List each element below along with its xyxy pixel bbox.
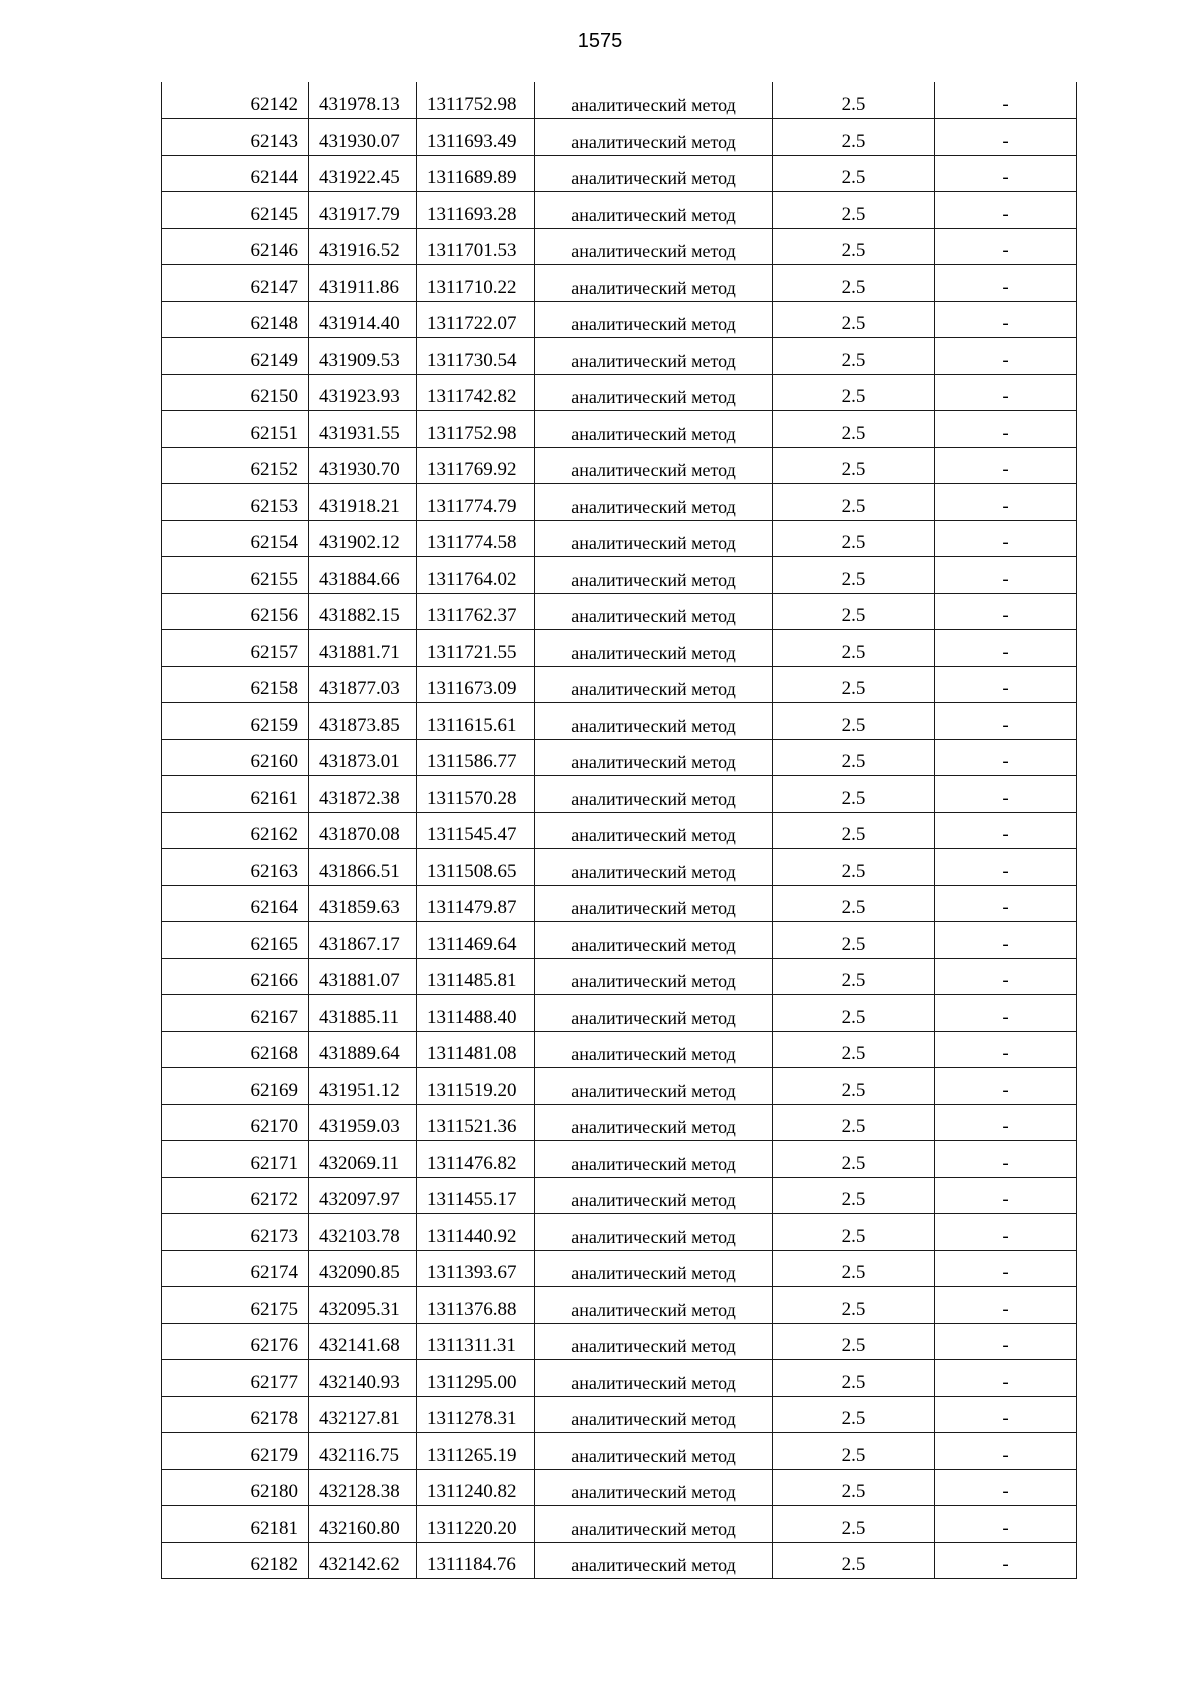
note-cell: - — [935, 739, 1077, 776]
method-cell: аналитический метод — [535, 776, 773, 813]
note-cell: - — [935, 703, 1077, 740]
x-coordinate-cell: 431914.40 — [309, 301, 417, 338]
x-coordinate-cell: 431881.71 — [309, 630, 417, 667]
y-coordinate-cell: 1311393.67 — [417, 1250, 535, 1287]
table-row — [162, 338, 1077, 375]
accuracy-cell: 2.5 — [773, 1031, 935, 1068]
accuracy-cell: 2.5 — [773, 192, 935, 229]
y-coordinate-cell: 1311742.82 — [417, 374, 535, 411]
x-coordinate-cell: 431922.45 — [309, 155, 417, 192]
y-coordinate-cell: 1311488.40 — [417, 995, 535, 1032]
accuracy-cell: 2.5 — [773, 374, 935, 411]
point-number-cell: 62154 — [162, 520, 309, 557]
note-cell: - — [935, 1214, 1077, 1251]
table-row — [162, 958, 1077, 995]
y-coordinate-cell: 1311721.55 — [417, 630, 535, 667]
y-coordinate-cell: 1311615.61 — [417, 703, 535, 740]
page-number: 1575 — [577, 30, 623, 52]
note-cell: - — [935, 1250, 1077, 1287]
y-coordinate-cell: 1311693.49 — [417, 119, 535, 156]
x-coordinate-cell: 431909.53 — [309, 338, 417, 375]
table-row — [162, 1031, 1077, 1068]
y-coordinate-cell: 1311730.54 — [417, 338, 535, 375]
table-row — [162, 666, 1077, 703]
point-number-cell: 62151 — [162, 411, 309, 448]
accuracy-cell: 2.5 — [773, 1469, 935, 1506]
table-row — [162, 374, 1077, 411]
point-number-cell: 62148 — [162, 301, 309, 338]
table-row — [162, 228, 1077, 265]
table-row — [162, 1433, 1077, 1470]
note-cell: - — [935, 301, 1077, 338]
table-row — [162, 1177, 1077, 1214]
note-cell: - — [935, 922, 1077, 959]
note-cell: - — [935, 1433, 1077, 1470]
table-row — [162, 1287, 1077, 1324]
note-cell: - — [935, 1396, 1077, 1433]
note-cell: - — [935, 849, 1077, 886]
x-coordinate-cell: 432103.78 — [309, 1214, 417, 1251]
accuracy-cell: 2.5 — [773, 1068, 935, 1105]
point-number-cell: 62174 — [162, 1250, 309, 1287]
y-coordinate-cell: 1311774.58 — [417, 520, 535, 557]
y-coordinate-cell: 1311752.98 — [417, 82, 535, 119]
y-coordinate-cell: 1311265.19 — [417, 1433, 535, 1470]
note-cell: - — [935, 995, 1077, 1032]
note-cell: - — [935, 630, 1077, 667]
accuracy-cell: 2.5 — [773, 812, 935, 849]
table-row — [162, 922, 1077, 959]
table-row — [162, 1396, 1077, 1433]
table-row — [162, 119, 1077, 156]
point-number-cell: 62179 — [162, 1433, 309, 1470]
accuracy-cell: 2.5 — [773, 119, 935, 156]
y-coordinate-cell: 1311485.81 — [417, 958, 535, 995]
table-row — [162, 1360, 1077, 1397]
note-cell: - — [935, 1177, 1077, 1214]
accuracy-cell: 2.5 — [773, 666, 935, 703]
method-cell: аналитический метод — [535, 1433, 773, 1470]
x-coordinate-cell: 431859.63 — [309, 885, 417, 922]
y-coordinate-cell: 1311769.92 — [417, 447, 535, 484]
y-coordinate-cell: 1311519.20 — [417, 1068, 535, 1105]
method-cell: аналитический метод — [535, 1506, 773, 1543]
point-number-cell: 62152 — [162, 447, 309, 484]
method-cell: аналитический метод — [535, 1360, 773, 1397]
y-coordinate-cell: 1311701.53 — [417, 228, 535, 265]
x-coordinate-cell: 431882.15 — [309, 593, 417, 630]
note-cell: - — [935, 374, 1077, 411]
note-cell: - — [935, 520, 1077, 557]
point-number-cell: 62155 — [162, 557, 309, 594]
method-cell: аналитический метод — [535, 557, 773, 594]
method-cell: аналитический метод — [535, 739, 773, 776]
table-row — [162, 1141, 1077, 1178]
y-coordinate-cell: 1311479.87 — [417, 885, 535, 922]
y-coordinate-cell: 1311722.07 — [417, 301, 535, 338]
method-cell: аналитический метод — [535, 484, 773, 521]
note-cell: - — [935, 1104, 1077, 1141]
x-coordinate-cell: 431877.03 — [309, 666, 417, 703]
note-cell: - — [935, 192, 1077, 229]
method-cell: аналитический метод — [535, 922, 773, 959]
x-coordinate-cell: 432090.85 — [309, 1250, 417, 1287]
table-row — [162, 1469, 1077, 1506]
note-cell: - — [935, 812, 1077, 849]
accuracy-cell: 2.5 — [773, 1214, 935, 1251]
method-cell: аналитический метод — [535, 1469, 773, 1506]
note-cell: - — [935, 265, 1077, 302]
accuracy-cell: 2.5 — [773, 557, 935, 594]
method-cell: аналитический метод — [535, 995, 773, 1032]
x-coordinate-cell: 431951.12 — [309, 1068, 417, 1105]
x-coordinate-cell: 432097.97 — [309, 1177, 417, 1214]
accuracy-cell: 2.5 — [773, 922, 935, 959]
method-cell: аналитический метод — [535, 1104, 773, 1141]
note-cell: - — [935, 484, 1077, 521]
table-row — [162, 885, 1077, 922]
accuracy-cell: 2.5 — [773, 703, 935, 740]
x-coordinate-cell: 431911.86 — [309, 265, 417, 302]
accuracy-cell: 2.5 — [773, 593, 935, 630]
x-coordinate-cell: 431902.12 — [309, 520, 417, 557]
x-coordinate-cell: 432140.93 — [309, 1360, 417, 1397]
note-cell: - — [935, 338, 1077, 375]
note-cell: - — [935, 1506, 1077, 1543]
method-cell: аналитический метод — [535, 593, 773, 630]
x-coordinate-cell: 431870.08 — [309, 812, 417, 849]
y-coordinate-cell: 1311689.89 — [417, 155, 535, 192]
point-number-cell: 62175 — [162, 1287, 309, 1324]
accuracy-cell: 2.5 — [773, 849, 935, 886]
y-coordinate-cell: 1311278.31 — [417, 1396, 535, 1433]
y-coordinate-cell: 1311184.76 — [417, 1542, 535, 1579]
accuracy-cell: 2.5 — [773, 82, 935, 119]
point-number-cell: 62158 — [162, 666, 309, 703]
y-coordinate-cell: 1311469.64 — [417, 922, 535, 959]
point-number-cell: 62172 — [162, 1177, 309, 1214]
x-coordinate-cell: 431881.07 — [309, 958, 417, 995]
point-number-cell: 62149 — [162, 338, 309, 375]
x-coordinate-cell: 432095.31 — [309, 1287, 417, 1324]
accuracy-cell: 2.5 — [773, 1360, 935, 1397]
method-cell: аналитический метод — [535, 338, 773, 375]
accuracy-cell: 2.5 — [773, 1141, 935, 1178]
method-cell: аналитический метод — [535, 1031, 773, 1068]
x-coordinate-cell: 431930.07 — [309, 119, 417, 156]
point-number-cell: 62160 — [162, 739, 309, 776]
coordinates-table-body — [162, 82, 1077, 1579]
accuracy-cell: 2.5 — [773, 1287, 935, 1324]
method-cell: аналитический метод — [535, 411, 773, 448]
x-coordinate-cell: 431931.55 — [309, 411, 417, 448]
y-coordinate-cell: 1311545.47 — [417, 812, 535, 849]
table-row — [162, 995, 1077, 1032]
method-cell: аналитический метод — [535, 885, 773, 922]
method-cell: аналитический метод — [535, 812, 773, 849]
method-cell: аналитический метод — [535, 958, 773, 995]
table-row — [162, 484, 1077, 521]
point-number-cell: 62162 — [162, 812, 309, 849]
note-cell: - — [935, 885, 1077, 922]
table-row — [162, 739, 1077, 776]
table-row — [162, 301, 1077, 338]
method-cell: аналитический метод — [535, 1287, 773, 1324]
note-cell: - — [935, 593, 1077, 630]
x-coordinate-cell: 431873.85 — [309, 703, 417, 740]
y-coordinate-cell: 1311240.82 — [417, 1469, 535, 1506]
note-cell: - — [935, 1141, 1077, 1178]
point-number-cell: 62159 — [162, 703, 309, 740]
accuracy-cell: 2.5 — [773, 958, 935, 995]
note-cell: - — [935, 1031, 1077, 1068]
table-row — [162, 593, 1077, 630]
accuracy-cell: 2.5 — [773, 1396, 935, 1433]
method-cell: аналитический метод — [535, 155, 773, 192]
x-coordinate-cell: 431866.51 — [309, 849, 417, 886]
x-coordinate-cell: 431923.93 — [309, 374, 417, 411]
note-cell: - — [935, 1542, 1077, 1579]
y-coordinate-cell: 1311508.65 — [417, 849, 535, 886]
x-coordinate-cell: 432127.81 — [309, 1396, 417, 1433]
x-coordinate-cell: 432160.80 — [309, 1506, 417, 1543]
point-number-cell: 62171 — [162, 1141, 309, 1178]
table-row — [162, 630, 1077, 667]
point-number-cell: 62150 — [162, 374, 309, 411]
y-coordinate-cell: 1311693.28 — [417, 192, 535, 229]
x-coordinate-cell: 432069.11 — [309, 1141, 417, 1178]
accuracy-cell: 2.5 — [773, 411, 935, 448]
point-number-cell: 62145 — [162, 192, 309, 229]
x-coordinate-cell: 431885.11 — [309, 995, 417, 1032]
accuracy-cell: 2.5 — [773, 995, 935, 1032]
point-number-cell: 62181 — [162, 1506, 309, 1543]
y-coordinate-cell: 1311570.28 — [417, 776, 535, 813]
point-number-cell: 62142 — [162, 82, 309, 119]
y-coordinate-cell: 1311440.92 — [417, 1214, 535, 1251]
x-coordinate-cell: 431867.17 — [309, 922, 417, 959]
accuracy-cell: 2.5 — [773, 484, 935, 521]
x-coordinate-cell: 431889.64 — [309, 1031, 417, 1068]
point-number-cell: 62168 — [162, 1031, 309, 1068]
method-cell: аналитический метод — [535, 1141, 773, 1178]
accuracy-cell: 2.5 — [773, 265, 935, 302]
accuracy-cell: 2.5 — [773, 1506, 935, 1543]
method-cell: аналитический метод — [535, 1323, 773, 1360]
table-row — [162, 1068, 1077, 1105]
table-row — [162, 265, 1077, 302]
accuracy-cell: 2.5 — [773, 228, 935, 265]
method-cell: аналитический метод — [535, 82, 773, 119]
note-cell: - — [935, 776, 1077, 813]
accuracy-cell: 2.5 — [773, 1104, 935, 1141]
point-number-cell: 62161 — [162, 776, 309, 813]
method-cell: аналитический метод — [535, 1214, 773, 1251]
method-cell: аналитический метод — [535, 192, 773, 229]
accuracy-cell: 2.5 — [773, 447, 935, 484]
method-cell: аналитический метод — [535, 630, 773, 667]
accuracy-cell: 2.5 — [773, 1323, 935, 1360]
point-number-cell: 62144 — [162, 155, 309, 192]
table-row — [162, 812, 1077, 849]
table-row — [162, 1214, 1077, 1251]
accuracy-cell: 2.5 — [773, 1250, 935, 1287]
point-number-cell: 62164 — [162, 885, 309, 922]
note-cell: - — [935, 557, 1077, 594]
y-coordinate-cell: 1311586.77 — [417, 739, 535, 776]
y-coordinate-cell: 1311295.00 — [417, 1360, 535, 1397]
method-cell: аналитический метод — [535, 1068, 773, 1105]
x-coordinate-cell: 431959.03 — [309, 1104, 417, 1141]
table-row — [162, 703, 1077, 740]
table-row — [162, 557, 1077, 594]
note-cell: - — [935, 82, 1077, 119]
y-coordinate-cell: 1311455.17 — [417, 1177, 535, 1214]
x-coordinate-cell: 431978.13 — [309, 82, 417, 119]
method-cell: аналитический метод — [535, 666, 773, 703]
y-coordinate-cell: 1311311.31 — [417, 1323, 535, 1360]
note-cell: - — [935, 155, 1077, 192]
point-number-cell: 62178 — [162, 1396, 309, 1433]
note-cell: - — [935, 958, 1077, 995]
y-coordinate-cell: 1311762.37 — [417, 593, 535, 630]
method-cell: аналитический метод — [535, 119, 773, 156]
x-coordinate-cell: 431884.66 — [309, 557, 417, 594]
accuracy-cell: 2.5 — [773, 338, 935, 375]
accuracy-cell: 2.5 — [773, 520, 935, 557]
note-cell: - — [935, 119, 1077, 156]
point-number-cell: 62173 — [162, 1214, 309, 1251]
y-coordinate-cell: 1311710.22 — [417, 265, 535, 302]
note-cell: - — [935, 1323, 1077, 1360]
method-cell: аналитический метод — [535, 265, 773, 302]
coordinates-table — [161, 82, 1077, 1579]
accuracy-cell: 2.5 — [773, 630, 935, 667]
accuracy-cell: 2.5 — [773, 739, 935, 776]
point-number-cell: 62177 — [162, 1360, 309, 1397]
point-number-cell: 62147 — [162, 265, 309, 302]
accuracy-cell: 2.5 — [773, 1177, 935, 1214]
x-coordinate-cell: 432142.62 — [309, 1542, 417, 1579]
point-number-cell: 62157 — [162, 630, 309, 667]
note-cell: - — [935, 447, 1077, 484]
table-row — [162, 155, 1077, 192]
y-coordinate-cell: 1311481.08 — [417, 1031, 535, 1068]
x-coordinate-cell: 431872.38 — [309, 776, 417, 813]
x-coordinate-cell: 431873.01 — [309, 739, 417, 776]
point-number-cell: 62156 — [162, 593, 309, 630]
table-row — [162, 192, 1077, 229]
method-cell: аналитический метод — [535, 1542, 773, 1579]
table-row — [162, 82, 1077, 119]
table-row — [162, 1542, 1077, 1579]
x-coordinate-cell: 432116.75 — [309, 1433, 417, 1470]
y-coordinate-cell: 1311764.02 — [417, 557, 535, 594]
x-coordinate-cell: 432141.68 — [309, 1323, 417, 1360]
x-coordinate-cell: 431930.70 — [309, 447, 417, 484]
accuracy-cell: 2.5 — [773, 1433, 935, 1470]
point-number-cell: 62169 — [162, 1068, 309, 1105]
y-coordinate-cell: 1311752.98 — [417, 411, 535, 448]
x-coordinate-cell: 431918.21 — [309, 484, 417, 521]
y-coordinate-cell: 1311673.09 — [417, 666, 535, 703]
x-coordinate-cell: 432128.38 — [309, 1469, 417, 1506]
method-cell: аналитический метод — [535, 447, 773, 484]
point-number-cell: 62165 — [162, 922, 309, 959]
method-cell: аналитический метод — [535, 520, 773, 557]
note-cell: - — [935, 1360, 1077, 1397]
point-number-cell: 62166 — [162, 958, 309, 995]
table-row — [162, 411, 1077, 448]
point-number-cell: 62180 — [162, 1469, 309, 1506]
table-row — [162, 520, 1077, 557]
y-coordinate-cell: 1311220.20 — [417, 1506, 535, 1543]
note-cell: - — [935, 411, 1077, 448]
point-number-cell: 62146 — [162, 228, 309, 265]
accuracy-cell: 2.5 — [773, 885, 935, 922]
accuracy-cell: 2.5 — [773, 301, 935, 338]
table-row — [162, 776, 1077, 813]
y-coordinate-cell: 1311476.82 — [417, 1141, 535, 1178]
method-cell: аналитический метод — [535, 1177, 773, 1214]
point-number-cell: 62143 — [162, 119, 309, 156]
table-row — [162, 849, 1077, 886]
y-coordinate-cell: 1311774.79 — [417, 484, 535, 521]
method-cell: аналитический метод — [535, 1396, 773, 1433]
point-number-cell: 62170 — [162, 1104, 309, 1141]
x-coordinate-cell: 431916.52 — [309, 228, 417, 265]
table-row — [162, 1250, 1077, 1287]
note-cell: - — [935, 1469, 1077, 1506]
table-row — [162, 1506, 1077, 1543]
point-number-cell: 62182 — [162, 1542, 309, 1579]
method-cell: аналитический метод — [535, 374, 773, 411]
table-row — [162, 1323, 1077, 1360]
table-row — [162, 1104, 1077, 1141]
accuracy-cell: 2.5 — [773, 1542, 935, 1579]
note-cell: - — [935, 228, 1077, 265]
method-cell: аналитический метод — [535, 301, 773, 338]
method-cell: аналитический метод — [535, 849, 773, 886]
method-cell: аналитический метод — [535, 703, 773, 740]
point-number-cell: 62167 — [162, 995, 309, 1032]
point-number-cell: 62163 — [162, 849, 309, 886]
method-cell: аналитический метод — [535, 1250, 773, 1287]
accuracy-cell: 2.5 — [773, 776, 935, 813]
y-coordinate-cell: 1311521.36 — [417, 1104, 535, 1141]
y-coordinate-cell: 1311376.88 — [417, 1287, 535, 1324]
method-cell: аналитический метод — [535, 228, 773, 265]
note-cell: - — [935, 1287, 1077, 1324]
accuracy-cell: 2.5 — [773, 155, 935, 192]
note-cell: - — [935, 1068, 1077, 1105]
table-row — [162, 447, 1077, 484]
point-number-cell: 62153 — [162, 484, 309, 521]
note-cell: - — [935, 666, 1077, 703]
point-number-cell: 62176 — [162, 1323, 309, 1360]
x-coordinate-cell: 431917.79 — [309, 192, 417, 229]
